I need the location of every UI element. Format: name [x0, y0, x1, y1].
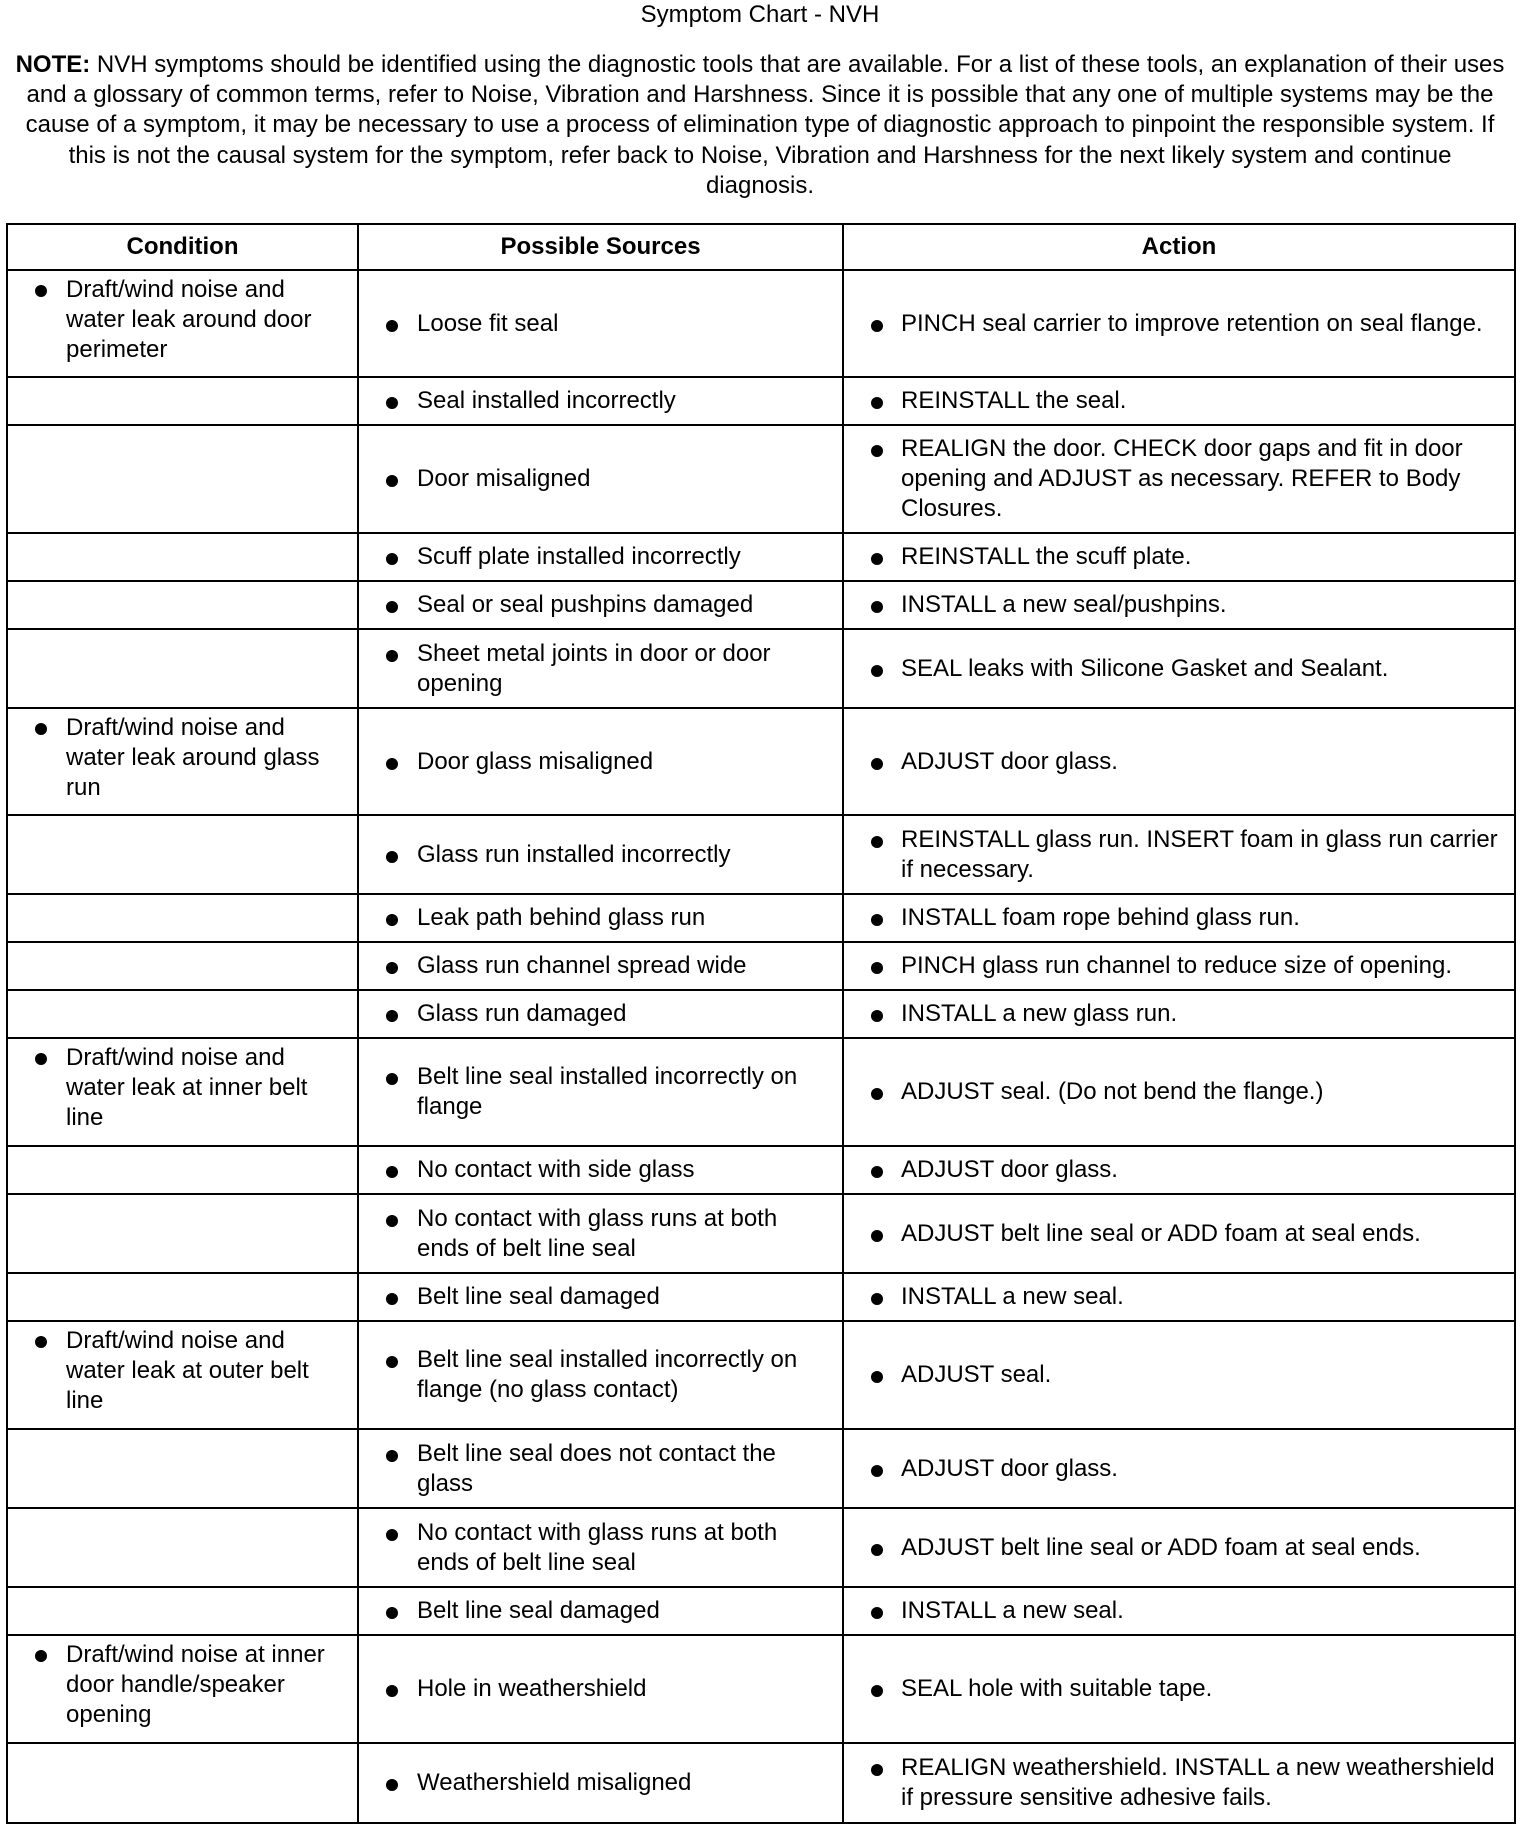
source-cell	[358, 1194, 843, 1273]
table-row	[7, 1743, 1515, 1823]
condition-cell	[7, 1038, 358, 1146]
source-cell	[358, 894, 843, 942]
table-row	[7, 815, 1515, 894]
action-cell	[843, 377, 1515, 425]
table-row	[7, 377, 1515, 425]
bullet-icon	[35, 1053, 47, 1065]
source-cell	[358, 1273, 843, 1321]
bullet-icon	[871, 445, 883, 457]
source-cell	[358, 1038, 843, 1146]
table-header-row	[7, 224, 1515, 270]
bullet-icon	[35, 1336, 47, 1348]
note-text: NVH symptoms should be identified using the diagnostic tools that are available. For a list of these tools, an explanation of their uses and a glossary of common terms, refer to Noise, Vibration and Harshness. Since it is possible that any one of multiple systems may be the cause of a symptom, it may be necessary to use a process of elimination type of diagnostic approach to pinpoint the responsible system. If this is not the causal system for the symptom, refer back to Noise, Vibration and Harshness for the next likely system and continue diagnosis.	[25, 51, 1505, 199]
table-row	[7, 942, 1515, 990]
action-cell-text: SEAL hole with suitable tape.	[901, 1675, 1213, 1702]
source-cell-text: Door glass misaligned	[417, 747, 654, 775]
source-cell-text: Belt line seal damaged	[417, 1597, 660, 1624]
action-cell-text: REALIGN the door. CHECK door gaps and fit in door opening and ADJUST as necessary. REFER to Body Closures.	[901, 435, 1463, 522]
bullet-icon	[386, 1166, 398, 1178]
table-row	[7, 1146, 1515, 1194]
action-cell-text: ADJUST belt line seal or ADD foam at seal ends.	[901, 1219, 1421, 1247]
action-cell	[843, 1587, 1515, 1635]
source-cell-text: No contact with glass runs at both ends of belt line seal	[417, 1518, 778, 1576]
source-cell	[358, 581, 843, 629]
condition-cell-text: Draft/wind noise and water leak at outer belt line	[66, 1327, 309, 1414]
table-row	[7, 894, 1515, 942]
action-cell-text: ADJUST door glass.	[901, 1156, 1118, 1183]
table-row	[7, 1194, 1515, 1273]
source-cell	[358, 270, 843, 377]
bullet-icon	[871, 1685, 883, 1697]
condition-cell	[7, 1146, 358, 1194]
bullet-icon	[871, 665, 883, 677]
action-cell	[843, 1429, 1515, 1508]
action-cell-text: REINSTALL glass run. INSERT foam in glass run carrier if necessary.	[901, 825, 1498, 883]
source-cell-text: Seal installed incorrectly	[417, 387, 676, 414]
action-cell	[843, 942, 1515, 990]
source-cell	[358, 425, 843, 533]
condition-cell	[7, 629, 358, 708]
source-cell	[358, 1743, 843, 1823]
action-cell-text: REALIGN weathershield. INSTALL a new weathershield if pressure sensitive adhesive fails.	[901, 1754, 1495, 1811]
bullet-icon	[386, 475, 398, 487]
action-cell-text: REINSTALL the seal.	[901, 387, 1127, 414]
source-cell	[358, 942, 843, 990]
condition-cell	[7, 815, 358, 894]
action-cell-text: PINCH glass run channel to reduce size of opening.	[901, 952, 1452, 979]
action-cell	[843, 1038, 1515, 1146]
action-cell	[843, 581, 1515, 629]
source-cell-text: No contact with glass runs at both ends of belt line seal	[417, 1204, 778, 1262]
note-label: NOTE:	[15, 51, 91, 78]
action-cell	[843, 533, 1515, 581]
condition-cell	[7, 990, 358, 1038]
condition-cell	[7, 708, 358, 815]
bullet-icon	[871, 1230, 883, 1242]
bullet-icon	[386, 397, 398, 409]
source-cell	[358, 1321, 843, 1429]
source-cell-text: Leak path behind glass run	[417, 904, 706, 931]
action-cell	[843, 990, 1515, 1038]
bullet-icon	[386, 758, 398, 770]
action-cell	[843, 1743, 1515, 1823]
bullet-icon	[871, 1544, 883, 1556]
condition-cell	[7, 533, 358, 581]
action-cell	[843, 815, 1515, 894]
source-cell	[358, 1635, 843, 1743]
bullet-icon	[35, 1650, 47, 1662]
table-row	[7, 1273, 1515, 1321]
condition-cell	[7, 1508, 358, 1587]
action-cell	[843, 1635, 1515, 1743]
table-row	[7, 1321, 1515, 1429]
source-cell	[358, 377, 843, 425]
bullet-icon	[871, 320, 883, 332]
bullet-icon	[871, 397, 883, 409]
action-cell-text: INSTALL a new seal.	[901, 1283, 1124, 1310]
bullet-icon	[386, 1685, 398, 1697]
bullet-icon	[386, 962, 398, 974]
table-row	[7, 1429, 1515, 1508]
source-cell	[358, 1146, 843, 1194]
table-row	[7, 1587, 1515, 1635]
bullet-icon	[386, 1010, 398, 1022]
action-cell-text: INSTALL a new glass run.	[901, 1000, 1178, 1027]
action-cell	[843, 270, 1515, 377]
action-cell-text: INSTALL a new seal/pushpins.	[901, 591, 1227, 618]
column-header-action: Action	[843, 224, 1515, 270]
bullet-icon	[386, 650, 398, 662]
source-cell-text: Belt line seal installed incorrectly on flange	[417, 1063, 798, 1120]
action-cell-text: ADJUST seal. (Do not bend the flange.)	[901, 1078, 1324, 1105]
condition-cell	[7, 1587, 358, 1635]
bullet-icon	[386, 1215, 398, 1227]
action-cell-text: ADJUST seal.	[901, 1361, 1052, 1388]
source-cell	[358, 815, 843, 894]
table-row	[7, 1508, 1515, 1587]
action-cell-text: ADJUST door glass.	[901, 747, 1118, 775]
bullet-icon	[871, 836, 883, 848]
action-cell	[843, 629, 1515, 708]
bullet-icon	[871, 1371, 883, 1383]
bullet-icon	[386, 1293, 398, 1305]
bullet-icon	[871, 1088, 883, 1100]
symptom-chart-table	[6, 223, 1516, 1824]
source-cell	[358, 533, 843, 581]
source-cell-text: Belt line seal does not contact the glass	[417, 1439, 776, 1497]
source-cell	[358, 1429, 843, 1508]
bullet-icon	[871, 1010, 883, 1022]
bullet-icon	[386, 1607, 398, 1619]
column-header-condition: Condition	[7, 224, 358, 270]
table-row	[7, 708, 1515, 815]
bullet-icon	[871, 1166, 883, 1178]
source-cell	[358, 708, 843, 815]
bullet-icon	[386, 851, 398, 863]
action-cell	[843, 425, 1515, 533]
bullet-icon	[871, 1607, 883, 1619]
bullet-icon	[386, 1529, 398, 1541]
page-title: Symptom Chart - NVH	[640, 1, 880, 28]
table-body	[7, 270, 1515, 1823]
bullet-icon	[871, 962, 883, 974]
column-header-possible-sources: Possible Sources	[358, 224, 843, 270]
source-cell-text: Belt line seal installed incorrectly on flange (no glass contact)	[417, 1346, 798, 1403]
source-cell	[358, 1587, 843, 1635]
source-cell-text: Seal or seal pushpins damaged	[417, 591, 754, 618]
condition-cell	[7, 377, 358, 425]
source-cell-text: Belt line seal damaged	[417, 1283, 660, 1310]
table-row	[7, 1038, 1515, 1146]
action-cell-text: ADJUST door glass.	[901, 1454, 1118, 1482]
action-cell	[843, 1146, 1515, 1194]
source-cell-text: Glass run installed incorrectly	[417, 840, 731, 868]
action-cell-text: INSTALL a new seal.	[901, 1597, 1124, 1624]
table-row	[7, 581, 1515, 629]
source-cell-text: Sheet metal joints in door or door opening	[417, 639, 771, 697]
condition-cell	[7, 270, 358, 377]
source-cell-text: No contact with side glass	[417, 1156, 695, 1183]
action-cell	[843, 1321, 1515, 1429]
table-row	[7, 1635, 1515, 1743]
bullet-icon	[35, 285, 47, 297]
condition-cell	[7, 942, 358, 990]
source-cell-text: Hole in weathershield	[417, 1675, 647, 1702]
table-row	[7, 990, 1515, 1038]
action-cell	[843, 1508, 1515, 1587]
bullet-icon	[386, 553, 398, 565]
action-cell	[843, 1194, 1515, 1273]
condition-cell	[7, 425, 358, 533]
condition-cell	[7, 1273, 358, 1321]
condition-cell	[7, 1635, 358, 1743]
action-cell	[843, 894, 1515, 942]
table-row	[7, 270, 1515, 377]
bullet-icon	[386, 320, 398, 332]
condition-cell	[7, 1321, 358, 1429]
bullet-icon	[386, 1779, 398, 1791]
source-cell-text: Loose fit seal	[417, 309, 559, 337]
source-cell-text: Scuff plate installed incorrectly	[417, 543, 741, 570]
bullet-icon	[871, 1293, 883, 1305]
table-row	[7, 533, 1515, 581]
condition-cell-text: Draft/wind noise and water leak around glass run	[66, 714, 320, 801]
bullet-icon	[386, 1356, 398, 1368]
action-cell-text: INSTALL foam rope behind glass run.	[901, 904, 1300, 931]
condition-cell-text: Draft/wind noise and water leak at inner belt line	[66, 1044, 308, 1131]
bullet-icon	[871, 601, 883, 613]
source-cell-text: Glass run damaged	[417, 1000, 627, 1027]
bullet-icon	[871, 1764, 883, 1776]
action-cell-text: REINSTALL the scuff plate.	[901, 543, 1192, 570]
table-row	[7, 629, 1515, 708]
source-cell-text: Glass run channel spread wide	[417, 952, 747, 979]
source-cell	[358, 629, 843, 708]
bullet-icon	[871, 553, 883, 565]
bullet-icon	[386, 1450, 398, 1462]
bullet-icon	[35, 723, 47, 735]
bullet-icon	[871, 1465, 883, 1477]
source-cell-text: Weathershield misaligned	[417, 1769, 692, 1796]
condition-cell-text: Draft/wind noise at inner door handle/speaker opening	[66, 1641, 325, 1728]
action-cell	[843, 708, 1515, 815]
condition-cell	[7, 1429, 358, 1508]
action-cell-text: PINCH seal carrier to improve retention on seal flange.	[901, 309, 1483, 337]
table-row	[7, 425, 1515, 533]
condition-cell	[7, 1194, 358, 1273]
condition-cell	[7, 1743, 358, 1823]
condition-cell	[7, 894, 358, 942]
note-paragraph	[14, 50, 1506, 201]
source-cell	[358, 1508, 843, 1587]
action-cell-text: ADJUST belt line seal or ADD foam at seal ends.	[901, 1533, 1421, 1561]
source-cell-text: Door misaligned	[417, 465, 591, 492]
bullet-icon	[386, 1073, 398, 1085]
bullet-icon	[386, 914, 398, 926]
source-cell	[358, 990, 843, 1038]
condition-cell-text: Draft/wind noise and water leak around door perimeter	[66, 276, 312, 363]
action-cell	[843, 1273, 1515, 1321]
bullet-icon	[386, 601, 398, 613]
condition-cell	[7, 581, 358, 629]
action-cell-text: SEAL leaks with Silicone Gasket and Sealant.	[901, 654, 1389, 682]
bullet-icon	[871, 914, 883, 926]
bullet-icon	[871, 758, 883, 770]
